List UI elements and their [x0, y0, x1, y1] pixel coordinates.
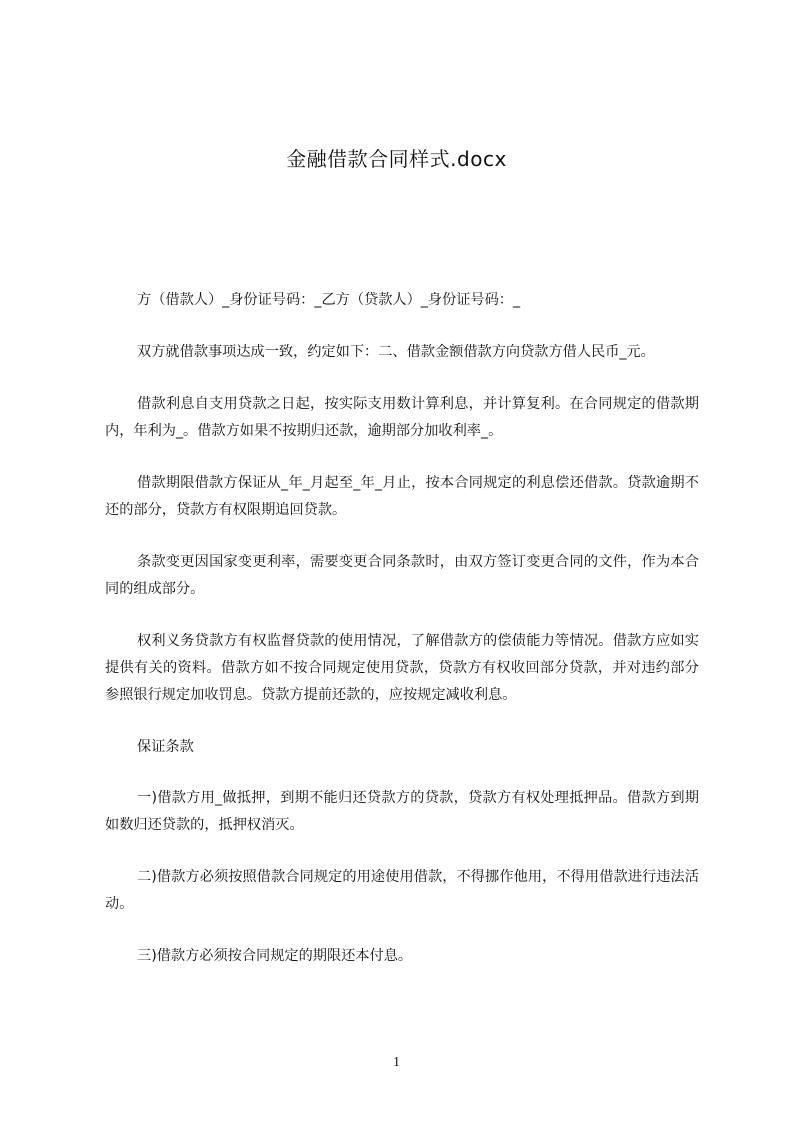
- paragraph-clause-change: 条款变更因国家变更利率，需要变更合同条款时，由双方签订变更合同的文件，作为本合同的组成部分。: [105, 554, 699, 597]
- paragraph-interest: 借款利息自支用贷款之日起，按实际支用数计算利息，并计算复利。在合同规定的借款期内，年利为_。借款方如果不按期归还款，逾期部分加收利率_。: [105, 396, 699, 439]
- paragraph-loan-amount: 双方就借款事项达成一致，约定如下：二、借款金额借款方向贷款方借人民币_元。: [137, 344, 655, 360]
- paragraph-parties: 方（借款人）_身份证号码：_乙方（贷款人）_身份证号码：_: [137, 292, 521, 308]
- paragraph-guarantee-3: 三)借款方必须按合同规定的期限还本付息。: [137, 948, 413, 964]
- page-number: 1: [393, 1055, 400, 1070]
- paragraph-guarantee-1: 一)借款方用_做抵押，到期不能归还贷款方的贷款，贷款方有权处理抵押品。借款方到期如数归还贷款的，抵押权消灭。: [105, 790, 699, 833]
- paragraph-guarantee-2: 二)借款方必须按照借款合同规定的用途使用借款，不得挪作他用，不得用借款进行违法活动。: [105, 869, 699, 912]
- document-body: [105, 287, 699, 995]
- paragraph-guarantee-heading: 保证条款: [137, 739, 194, 755]
- paragraph-loan-term: 借款期限借款方保证从_年_月起至_年_月止，按本合同规定的利息偿还借款。贷款逾期不还的部分，贷款方有权限期追回贷款。: [105, 475, 699, 518]
- paragraph-rights-obligations: 权利义务贷款方有权监督贷款的使用情况，了解借款方的偿债能力等情况。借款方应如实提供有关的资料。借款方如不按合同规定使用贷款，贷款方有权收回部分贷款，并对违约部分参照银行规定加收罚息。贷款方提前还款的，应按规定减收利息。: [105, 633, 699, 703]
- document-title: 金融借款合同样式.docx: [286, 147, 507, 171]
